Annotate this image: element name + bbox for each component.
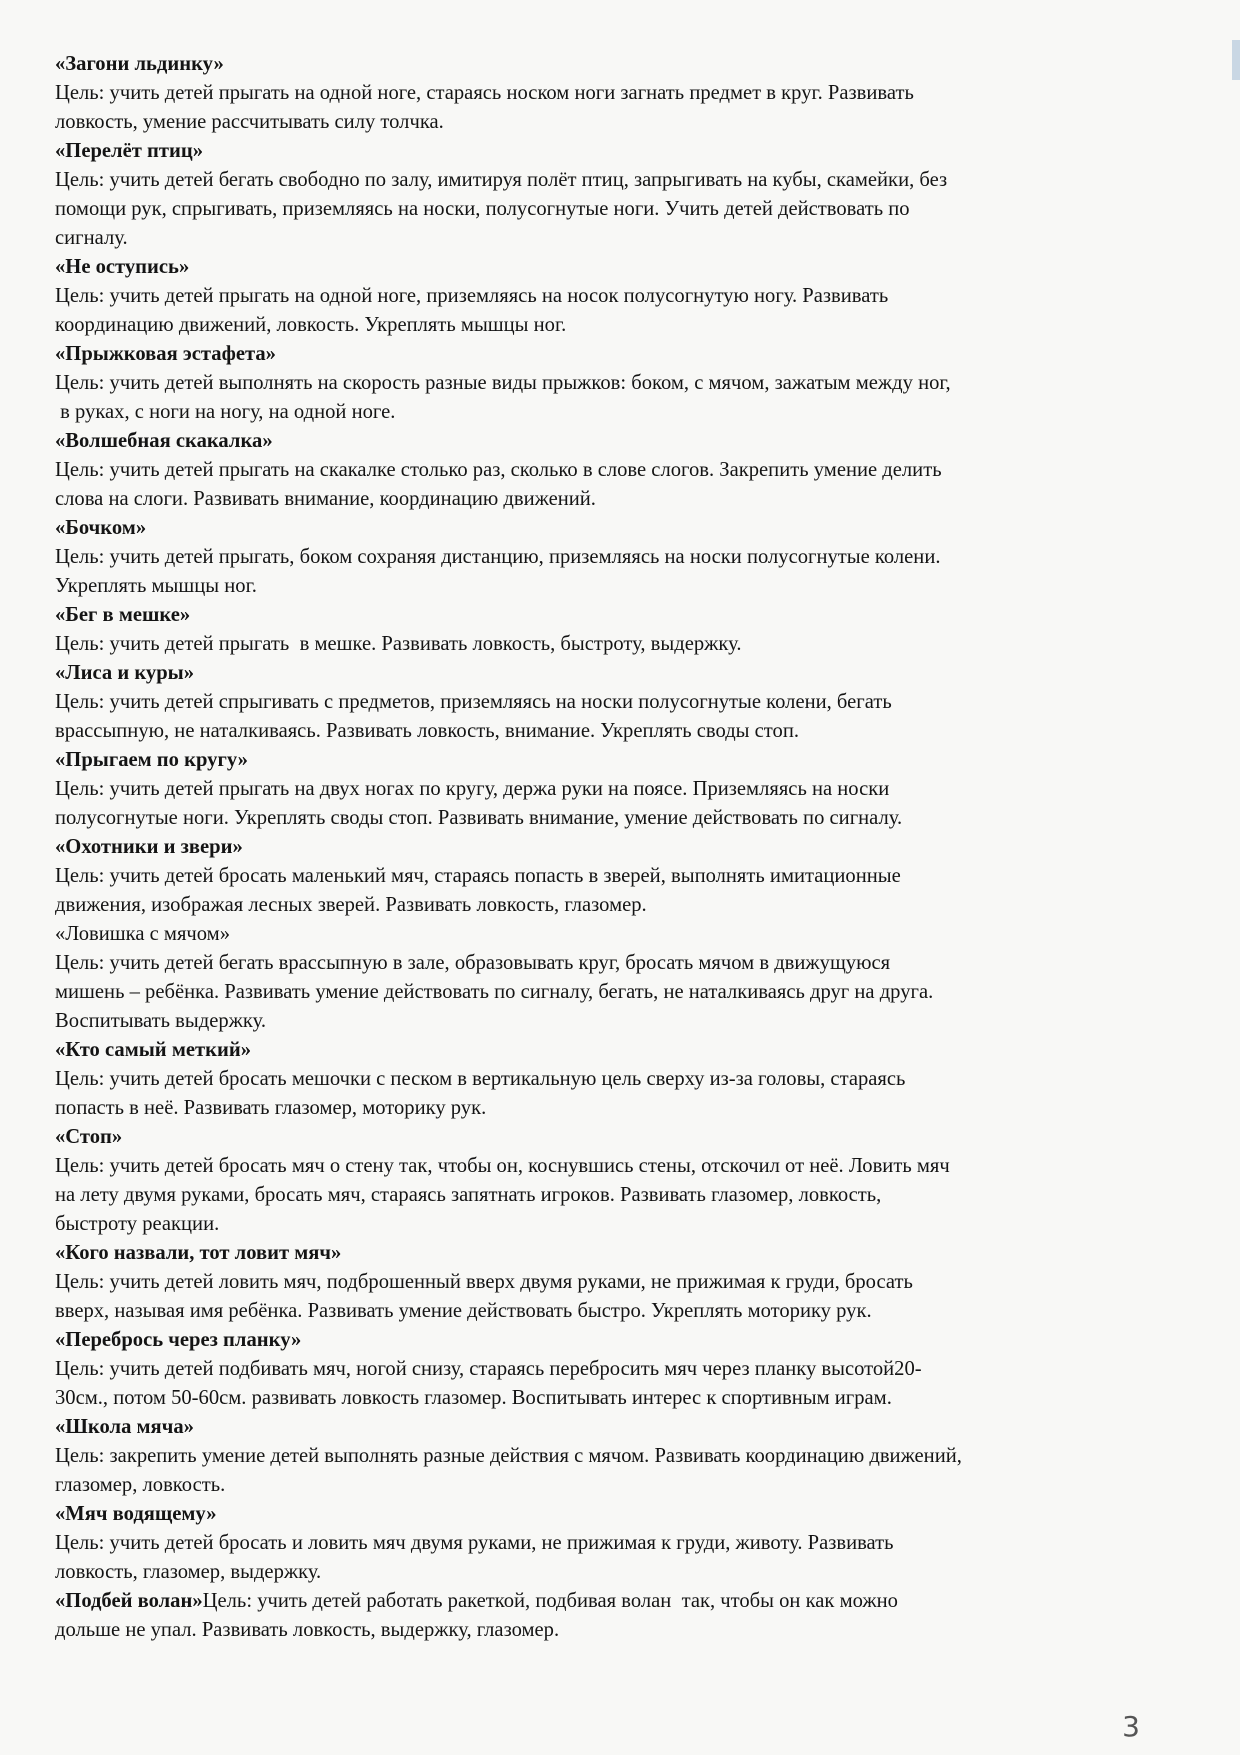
game-entry [55, 50, 1185, 137]
games-list [55, 50, 1185, 1645]
game-title: «Бег в мешке» [55, 604, 191, 626]
game-title: «Перебрось через планку» [55, 1329, 302, 1351]
entry-text-line: Цель: учить детей прыгать в мешке. Развивать ловкость, быстроту, выдержку. [55, 633, 742, 655]
game-entry [55, 514, 1185, 601]
entry-text-line: на лету двумя руками, бросать мяч, стараясь запятнать игроков. Развивать глазомер, ловкость, [55, 1184, 882, 1206]
entry-text-line: вверх, называя имя ребёнка. Развивать умение действовать быстро. Укреплять моторику рук. [55, 1300, 872, 1322]
entry-text-line: быстроту реакции. [55, 1213, 220, 1235]
game-entry [55, 1036, 1185, 1123]
entry-text-line: Цель: учить детей бросать мяч о стену так, чтобы он, коснувшись стены, отскочил от неё. Ловить мяч [55, 1155, 950, 1177]
entry-text-line: мишень – ребёнка. Развивать умение действовать по сигналу, бегать, не наталкиваясь друг на друга. [55, 981, 934, 1003]
entry-text-line: координацию движений, ловкость. Укреплять мышцы ног. [55, 314, 567, 336]
entry-text-line: полусогнутые ноги. Укреплять своды стоп. Развивать внимание, умение действовать по сигналу. [55, 807, 903, 829]
entry-text-line: движения, изображая лесных зверей. Развивать ловкость, глазомер. [55, 894, 647, 916]
entry-text-line: Цель: учить детей ловить мяч, подброшенный вверх двумя руками, не прижимая к груди, бросать [55, 1271, 913, 1293]
entry-text-line: Цель: учить детей бросать маленький мяч, стараясь попасть в зверей, выполнять имитационные [55, 865, 901, 887]
entry-text-line: врассыпную, не наталкиваясь. Развивать ловкость, внимание. Укреплять своды стоп. [55, 720, 799, 742]
entry-text-line: Цель: учить детей спрыгивать с предметов, приземляясь на носки полусогнутые колени, бегать [55, 691, 892, 713]
entry-text-line: Укреплять мышцы ног. [55, 575, 257, 597]
game-entry [55, 920, 1185, 1036]
entry-text-line: Цель: учить детей прыгать на скакалке столько раз, сколько в слове слогов. Закрепить умение делить [55, 459, 942, 481]
entry-text-line: Цель: учить детей бегать врассыпную в зале, образовывать круг, бросать мячом в движущуюся [55, 952, 891, 974]
entry-text-line: в руках, с ноги на ногу, на одной ноге. [55, 401, 396, 423]
game-title: «Бочком» [55, 517, 147, 539]
game-title: «Стоп» [55, 1126, 123, 1148]
entry-text-line: Цель: учить детей прыгать, боком сохраняя дистанцию, приземляясь на носки полусогнутые колени. [55, 546, 941, 568]
game-title: «Прыжковая эстафета» [55, 343, 276, 365]
game-title: «Не оступись» [55, 256, 190, 278]
game-entry [55, 427, 1185, 514]
page-number: 3 [1122, 1710, 1140, 1743]
entry-text-line: ловкость, глазомер, выдержку. [55, 1561, 322, 1583]
game-title: «Волшебная скакалка» [55, 430, 273, 452]
game-title: «Лиса и куры» [55, 662, 195, 684]
game-title: «Охотники и звери» [55, 836, 243, 858]
entry-text-line: глазомер, ловкость. [55, 1474, 226, 1496]
game-entry [55, 253, 1185, 340]
game-entry [55, 1123, 1185, 1239]
game-entry [55, 1587, 1185, 1645]
entry-text-line: Цель: учить детей прыгать на двух ногах по кругу, держа руки на поясе. Приземляясь на носки [55, 778, 890, 800]
entry-text-line: дольше не упал. Развивать ловкость, выдержку, глазомер. [55, 1619, 560, 1641]
entry-text-line [55, 1587, 1185, 1616]
entry-text-line: Цель: учить детей выполнять на скорость разные виды прыжков: боком, с мячом, зажатым между ног, [55, 372, 951, 394]
game-entry [55, 1413, 1185, 1500]
game-title: «Подбей волан» [55, 1590, 203, 1612]
game-entry [55, 746, 1185, 833]
entry-text-line: 30см., потом 50-60см. развивать ловкость глазомер. Воспитывать интерес к спортивным играм. [55, 1387, 892, 1409]
game-description: Цель: учить детей работать ракеткой, подбивая волан так, чтобы он как можно [202, 1590, 898, 1612]
game-title: «Перелёт птиц» [55, 140, 204, 162]
game-entry [55, 1239, 1185, 1326]
game-title: «Загони льдинку» [55, 53, 224, 75]
entry-text-line: Цель: учить детей бросать мешочки с песком в вертикальную цель сверху из-за головы, стараясь [55, 1068, 906, 1090]
game-entry [55, 137, 1185, 253]
game-title: «Прыгаем по кругу» [55, 749, 248, 771]
entry-text-line: Цель: учить детей бегать свободно по залу, имитируя полёт птиц, запрыгивать на кубы, скамейки, без [55, 169, 948, 191]
game-entry [55, 659, 1185, 746]
entry-text-line: Цель: закрепить умение детей выполнять разные действия с мячом. Развивать координацию движений, [55, 1445, 962, 1467]
game-title: «Кто самый меткий» [55, 1039, 251, 1061]
game-title: «Мяч водящему» [55, 1503, 217, 1525]
game-entry [55, 833, 1185, 920]
game-entry [55, 1326, 1185, 1413]
game-title: «Школа мяча» [55, 1416, 194, 1438]
entry-text-line: Цель: учить детей подбивать мяч, ногой снизу, стараясь перебросить мяч через планку высотой20- [55, 1358, 922, 1380]
entry-text-line: помощи рук, спрыгивать, приземляясь на носки, полусогнутые ноги. Учить детей действовать по [55, 198, 910, 220]
entry-text-line: Воспитывать выдержку. [55, 1010, 266, 1032]
entry-text-line: Цель: учить детей прыгать на одной ноге, стараясь носком ноги загнать предмет в круг. Развивать [55, 82, 914, 104]
entry-text-line: слова на слоги. Развивать внимание, координацию движений. [55, 488, 596, 510]
entry-text-line: сигналу. [55, 227, 128, 249]
entry-text-line: ловкость, умение рассчитывать силу толчка. [55, 111, 444, 133]
game-title: «Ловишка с мячом» [55, 923, 231, 945]
game-entry [55, 1500, 1185, 1587]
game-entry [55, 340, 1185, 427]
game-entry [55, 601, 1185, 659]
game-title: «Кого назвали, тот ловит мяч» [55, 1242, 342, 1264]
entry-text-line: Цель: учить детей прыгать на одной ноге, приземляясь на носок полусогнутую ногу. Развивать [55, 285, 889, 307]
entry-text-line: попасть в неё. Развивать глазомер, моторику рук. [55, 1097, 487, 1119]
entry-text-line: Цель: учить детей бросать и ловить мяч двумя руками, не прижимая к груди, животу. Развивать [55, 1532, 894, 1554]
scan-edge-mark [1232, 40, 1240, 80]
